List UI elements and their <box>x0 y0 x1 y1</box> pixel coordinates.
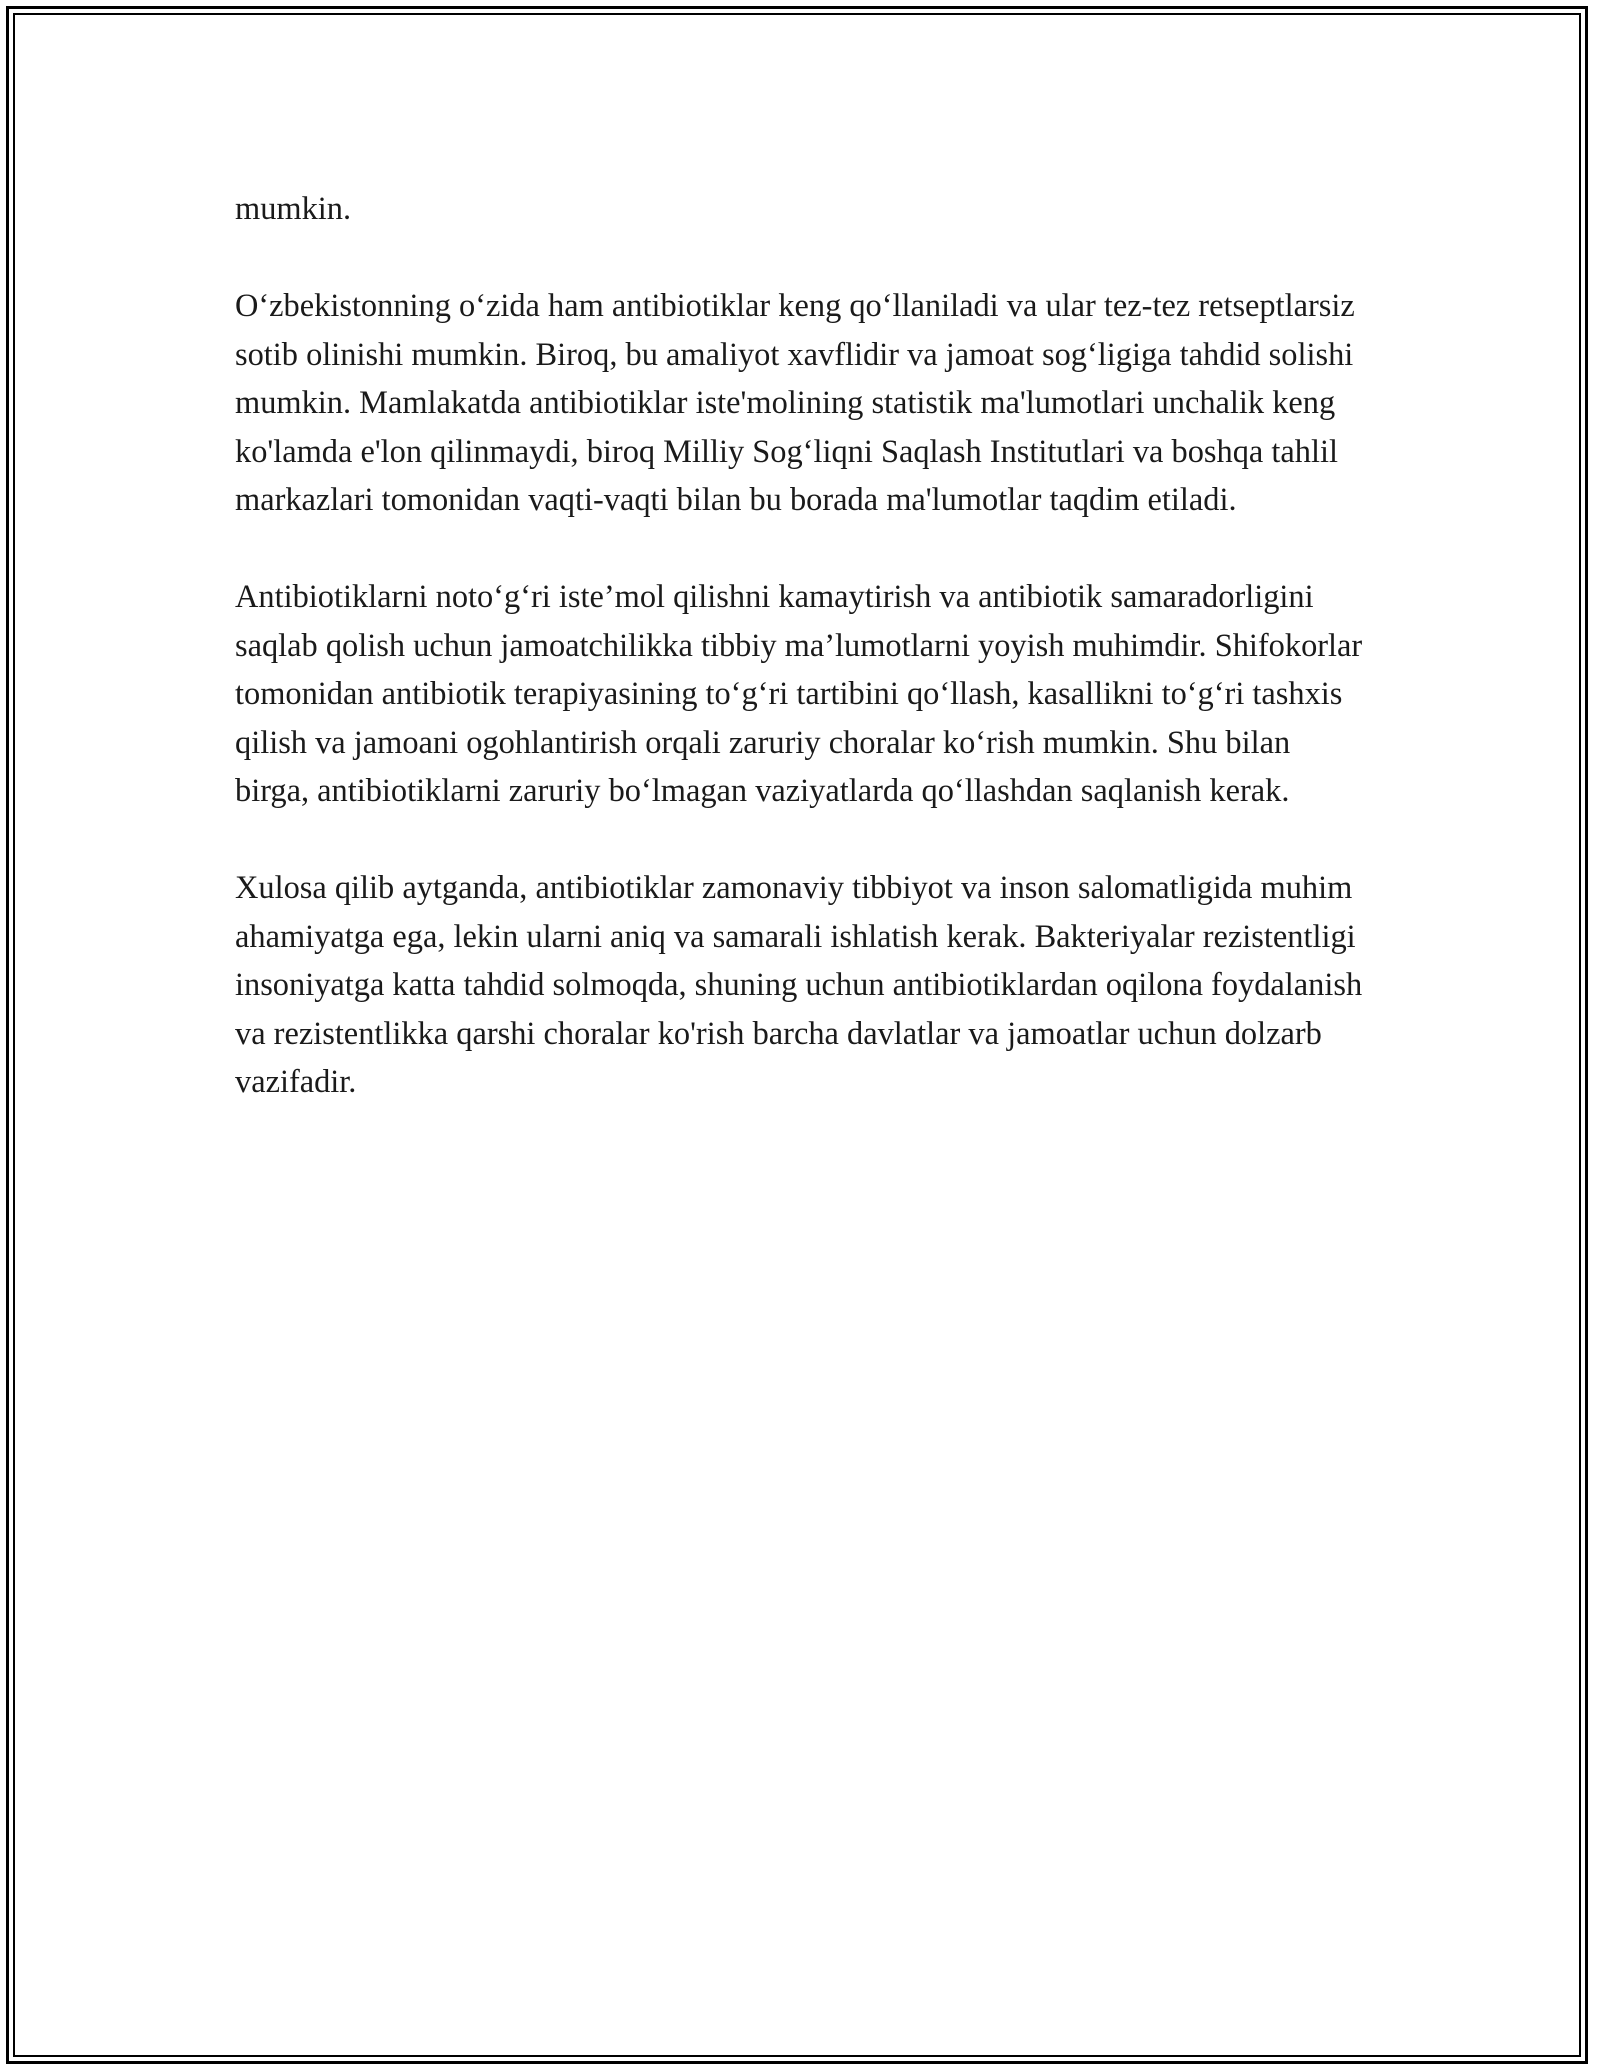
paragraph-uzbekistan-usage: O‘zbekistonning o‘zida ham antibiotiklar keng qo‘llaniladi va ular tez-tez retseptlarsiz sotib olinishi mumkin. Biroq, bu amaliyot xavflidir va jamoat sog‘ligiga tahdid solishi mumkin. Mamlakatda antibiotiklar iste'molining statistik ma'lumotlari unchalik keng ko'lamda e'lon qilinmaydi, biroq Milliy Sog‘liqni Saqlash Institutlari va boshqa tahlil markazlari tomonidan vaqti-vaqti bilan bu borada ma'lumotlar taqdim etiladi. <box>235 288 1355 518</box>
paragraph-public-awareness: Antibiotiklarni noto‘g‘ri iste’mol qilishni kamaytirish va antibiotik samaradorligini saqlab qolish uchun jamoatchilikka tibbiy ma’lumotlarni yoyish muhimdir. Shifokorlar tomonidan antibiotik terapiyasining to‘g‘ri tartibini qo‘llash, kasallikni to‘g‘ri tashxis qilish va jamoani ogohlantirish orqali zaruriy choralar ko‘rish mumkin. Shu bilan birga, antibiotiklarni zaruriy bo‘lmagan vaziyatlarda qo‘llashdan saqlanish kerak. <box>235 579 1363 809</box>
paragraph-conclusion: Xulosa qilib aytganda, antibiotiklar zamonaviy tibbiyot va inson salomatligida muhim ahamiyatga ega, lekin ularni aniq va samarali ishlatish kerak. Bakteriyalar rezistentligi insoniyatga katta tahdid solmoqda, shuning uchun antibiotiklardan oqilona foydalanish va rezistentlikka qarshi choralar ko'rish barcha davlatlar va jamoatlar uchun dolzarb vazifadir. <box>235 870 1363 1100</box>
document-body <box>235 185 1365 1155</box>
paragraph-continuation: mumkin. <box>235 191 352 227</box>
